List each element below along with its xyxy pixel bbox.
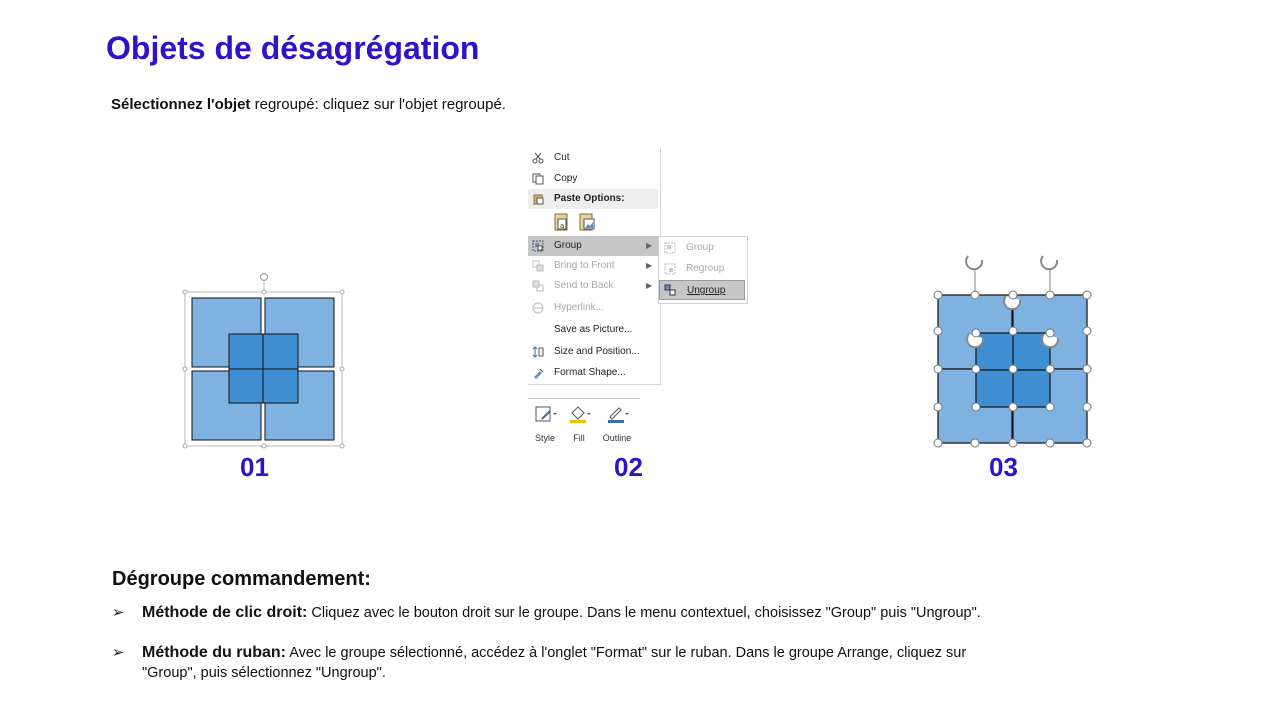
menu-item-copy[interactable] <box>528 169 658 189</box>
bullet-text: Avec le groupe sélectionné, accédez à l'onglet "Format" sur le ruban. Dans le groupe Arrange, cliquez sur "Group", puis sélectionnez "Ungroup". <box>142 645 967 681</box>
menu-item-label: Size and Position... <box>554 346 640 357</box>
paste-as-picture-icon[interactable] <box>578 212 596 232</box>
arrow-bullet-icon: ➢ <box>112 645 125 661</box>
menu-item-label: Bring to Front <box>554 260 615 271</box>
bullet-text: Cliquez avec le bouton droit sur le groupe. Dans le menu contextuel, choisissez "Group" puis "Ungroup". <box>307 605 981 621</box>
menu-item-save-as-picture[interactable] <box>528 320 658 340</box>
style-label: Style <box>534 433 555 443</box>
group-icon <box>664 242 676 254</box>
group-submenu[interactable] <box>658 236 748 304</box>
size-position-icon <box>532 346 544 358</box>
regroup-icon <box>664 263 676 275</box>
menu-item-label: Format Shape... <box>554 367 626 378</box>
menu-item-bring-to-front[interactable] <box>528 256 658 276</box>
menu-item-send-to-back[interactable] <box>528 276 658 296</box>
grouped-shapes-figure[interactable] <box>178 268 350 452</box>
fill-label: Fill <box>573 433 585 443</box>
page-title: Objets de désagrégation <box>106 30 480 66</box>
bring-front-icon <box>532 260 544 272</box>
outline-button[interactable] <box>600 405 634 443</box>
menu-item-format-shape[interactable] <box>528 363 658 383</box>
outline-pen-icon <box>604 405 630 423</box>
mini-toolbar[interactable] <box>528 398 640 445</box>
arrow-bullet-icon: ➢ <box>112 605 125 621</box>
context-menu[interactable] <box>528 148 661 385</box>
menu-item-hyperlink[interactable] <box>528 298 658 318</box>
submenu-arrow-icon: ▶ <box>646 281 653 290</box>
ungrouped-shapes-figure[interactable] <box>928 246 1096 452</box>
menu-item-label: Copy <box>554 173 578 184</box>
submenu-arrow-icon: ▶ <box>646 241 653 250</box>
format-shape-icon <box>532 367 544 379</box>
fill-bucket-icon <box>566 405 592 423</box>
bullet-bold: Méthode de clic droit: <box>142 604 308 621</box>
bullet-ribbon <box>112 643 992 683</box>
style-icon <box>532 405 558 423</box>
rotate-handle-icon <box>966 256 982 269</box>
step-number-02: 02 <box>614 452 643 482</box>
send-back-icon <box>532 280 544 292</box>
menu-item-size-and-position[interactable] <box>528 342 658 362</box>
intro-text: regroupé: cliquez sur l'objet regroupé. <box>250 96 506 113</box>
menu-item-label: Hyperlink... <box>554 302 605 313</box>
menu-item-cut[interactable] <box>528 148 658 168</box>
bullet-bold: Méthode du ruban: <box>142 644 286 661</box>
bullet-right-click <box>112 603 992 643</box>
scissors-icon <box>532 152 544 164</box>
intro-line <box>111 96 506 113</box>
step-number-03: 03 <box>989 452 1018 482</box>
ungroup-icon <box>664 284 676 296</box>
step-number-01: 01 <box>240 452 269 482</box>
submenu-item-regroup[interactable] <box>659 259 745 279</box>
submenu-arrow-icon: ▶ <box>646 261 653 270</box>
submenu-item-label: Ungroup <box>687 285 726 296</box>
outline-label: Outline <box>602 433 632 443</box>
hyperlink-icon <box>532 302 544 314</box>
menu-item-group[interactable] <box>528 236 658 256</box>
copy-icon <box>532 173 544 185</box>
group-icon <box>532 240 544 252</box>
paste-options-header <box>528 189 658 209</box>
menu-item-label: Save as Picture... <box>554 324 633 335</box>
menu-item-label: Send to Back <box>554 280 614 291</box>
fill-button[interactable] <box>562 405 596 443</box>
section-heading: Dégroupe commandement: <box>112 568 371 590</box>
paste-icon <box>532 193 544 205</box>
submenu-item-label: Group <box>686 242 714 253</box>
intro-bold: Sélectionnez l'objet <box>111 96 251 113</box>
submenu-item-ungroup[interactable] <box>659 280 745 300</box>
rotate-handle-icon <box>1041 256 1057 269</box>
menu-item-label: Group <box>554 240 582 251</box>
paste-keep-formatting-icon[interactable] <box>553 212 569 232</box>
submenu-item-group[interactable] <box>659 238 745 258</box>
menu-item-label: Cut <box>554 152 570 163</box>
menu-item-label: Paste Options: <box>554 193 625 204</box>
rotate-handle-icon[interactable] <box>261 274 268 281</box>
style-button[interactable] <box>528 405 562 443</box>
svg-text:a: a <box>560 222 565 230</box>
submenu-item-label: Regroup <box>686 263 725 274</box>
